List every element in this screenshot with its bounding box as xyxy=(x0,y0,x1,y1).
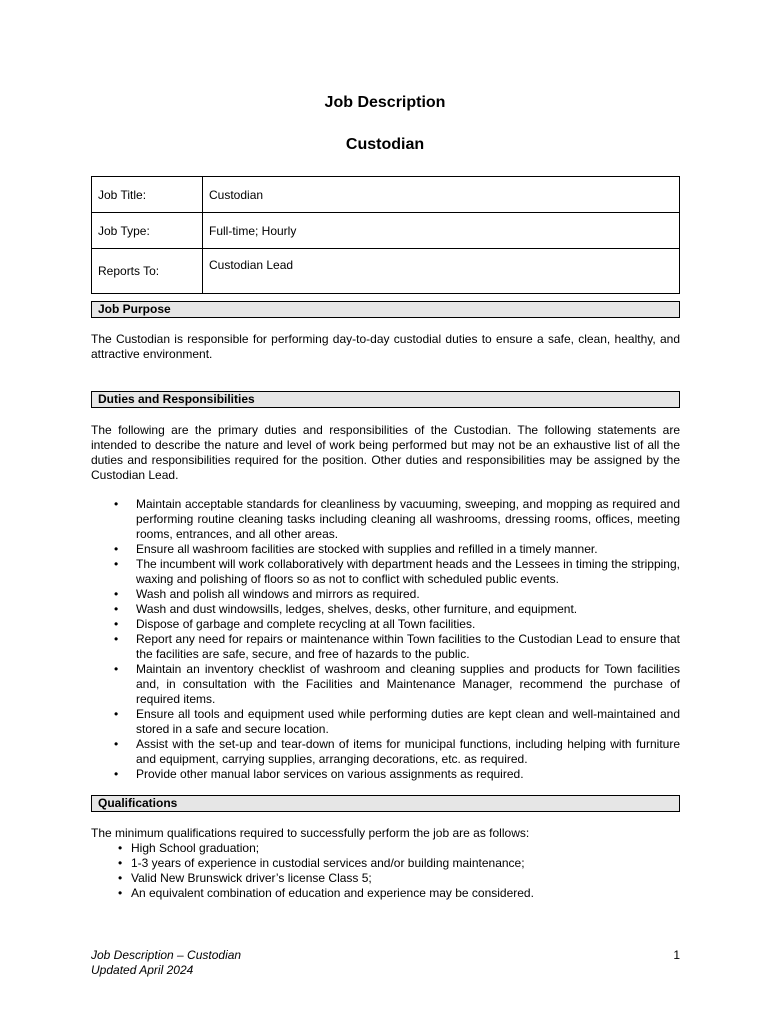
bullet-icon: • xyxy=(118,886,123,900)
list-item xyxy=(91,737,680,767)
table-row xyxy=(92,213,680,249)
duties-list xyxy=(91,497,680,782)
bullet-icon: • xyxy=(114,587,119,601)
list-item xyxy=(91,542,680,557)
qualifications-intro-text: The minimum qualifications required to successfully perform the job are as follows: xyxy=(91,826,530,840)
list-item-text: Wash and polish all windows and mirrors as required. xyxy=(136,587,420,601)
section-heading-label: Qualifications xyxy=(98,796,178,810)
bullet-icon: • xyxy=(114,542,119,556)
list-item xyxy=(91,587,680,602)
list-item-text: Wash and dust windowsills, ledges, shelves, desks, other furniture, and equipment. xyxy=(136,602,578,616)
section-heading-qualifications xyxy=(91,795,680,812)
list-item xyxy=(91,602,680,617)
list-item-text: Assist with the set-up and tear-down of items for municipal functions, including helping with furniture and equipment, carrying supplies, arranging decorations, etc. as required. xyxy=(136,737,680,766)
reports-to-value: Custodian Lead xyxy=(203,249,680,294)
list-item xyxy=(91,886,680,901)
bullet-icon: • xyxy=(114,617,119,631)
list-item xyxy=(91,617,680,632)
list-item-text: Maintain an inventory checklist of washroom and cleaning supplies and products for Town facilities and, in consultation with the Facilities and Maintenance Manager, recommend the purchase of required items. xyxy=(136,662,680,706)
list-item xyxy=(91,767,680,782)
list-item-text: Valid New Brunswick driver’s license Class 5; xyxy=(131,871,372,885)
job-type-label: Job Type: xyxy=(92,213,203,249)
duties-intro-text: The following are the primary duties and responsibilities of the Custodian. The following statements are intended to describe the nature and level of work being performed but may not be an exhaustive list of all the duties and responsibilities required for the position. Other duties and responsibilities may be assigned by the Custodian Lead. xyxy=(91,423,680,482)
list-item xyxy=(91,557,680,587)
table-row xyxy=(92,177,680,213)
list-item-text: Ensure all tools and equipment used while performing duties are kept clean and well-maintained and stored in a safe and secure location. xyxy=(136,707,680,736)
list-item xyxy=(91,856,680,871)
table-row xyxy=(92,249,680,294)
list-item xyxy=(91,497,680,542)
bullet-icon: • xyxy=(114,707,119,721)
section-heading-label: Job Purpose xyxy=(98,302,171,316)
job-purpose-text: The Custodian is responsible for performing day-to-day custodial duties to ensure a safe, clean, healthy, and attractive environment. xyxy=(91,332,680,361)
footer-updated-date: Updated April 2024 xyxy=(91,963,194,977)
bullet-icon: • xyxy=(118,856,123,870)
qualifications-list xyxy=(91,841,680,901)
bullet-icon: • xyxy=(114,767,119,781)
list-item-text: Ensure all washroom facilities are stocked with supplies and refilled in a timely manner. xyxy=(136,542,598,556)
footer-document-name: Job Description – Custodian xyxy=(91,948,242,962)
job-title-label: Job Title: xyxy=(92,177,203,213)
job-title-value: Custodian xyxy=(203,177,680,213)
page-footer xyxy=(91,948,241,978)
list-item xyxy=(91,871,680,886)
list-item-text: Report any need for repairs or maintenance within Town facilities to the Custodian Lead to ensure that the facilities are safe, secure, and free of hazards to the public. xyxy=(136,632,680,661)
list-item-text: Maintain acceptable standards for cleanliness by vacuuming, sweeping, and mopping as required and performing routine cleaning tasks including cleaning all washrooms, dressing rooms, offices, meeting rooms, entrances, and all other areas. xyxy=(136,497,680,541)
bullet-icon: • xyxy=(114,497,119,511)
list-item xyxy=(91,632,680,662)
list-item xyxy=(91,662,680,707)
section-heading-label: Duties and Responsibilities xyxy=(98,392,255,406)
document-title: Job Description xyxy=(324,94,446,111)
bullet-icon: • xyxy=(114,737,119,751)
list-item-text: Dispose of garbage and complete recycling at all Town facilities. xyxy=(136,617,476,631)
document-subtitle: Custodian xyxy=(345,136,425,153)
job-info-table xyxy=(91,176,680,294)
list-item-text: Provide other manual labor services on various assignments as required. xyxy=(136,767,524,781)
list-item-text: 1-3 years of experience in custodial services and/or building maintenance; xyxy=(131,856,525,870)
reports-to-label: Reports To: xyxy=(92,249,203,294)
list-item-text: The incumbent will work collaboratively with department heads and the Lessees in timing the stripping, waxing and polishing of floors so as not to conflict with scheduled public events. xyxy=(136,557,680,586)
bullet-icon: • xyxy=(114,632,119,646)
list-item xyxy=(91,707,680,737)
bullet-icon: • xyxy=(118,841,123,855)
section-heading-duties xyxy=(91,391,680,408)
section-heading-job-purpose xyxy=(91,301,680,318)
bullet-icon: • xyxy=(118,871,123,885)
list-item-text: High School graduation; xyxy=(131,841,260,855)
list-item xyxy=(91,841,680,856)
job-type-value: Full-time; Hourly xyxy=(203,213,680,249)
bullet-icon: • xyxy=(114,557,119,571)
page-number: 1 xyxy=(673,948,680,962)
bullet-icon: • xyxy=(114,602,119,616)
list-item-text: An equivalent combination of education and experience may be considered. xyxy=(131,886,534,900)
bullet-icon: • xyxy=(114,662,119,676)
